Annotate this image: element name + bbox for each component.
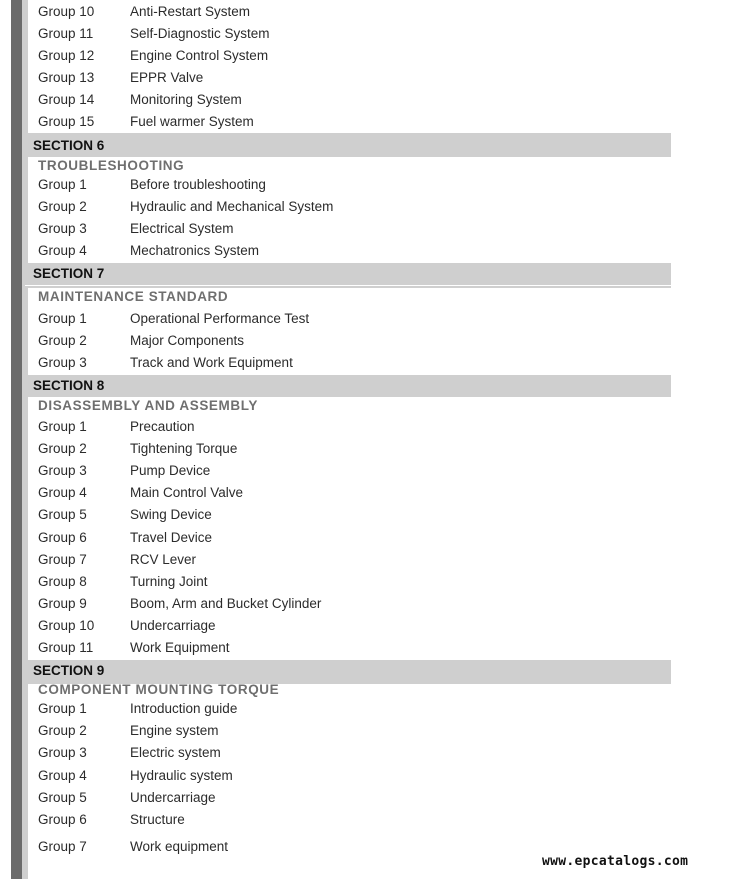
group-number: Group 11 (38, 640, 94, 655)
group-title: Before troubleshooting (130, 177, 266, 192)
group-number: Group 1 (38, 701, 87, 716)
group-title: Mechatronics System (130, 243, 260, 258)
group-title: Monitoring System (130, 92, 242, 107)
group-number: Group 7 (38, 552, 87, 567)
group-title: Hydraulic and Mechanical System (130, 199, 334, 214)
group-title: Electrical System (130, 221, 234, 236)
group-number: Group 4 (38, 485, 87, 500)
group-number: Group 10 (38, 618, 95, 633)
group-number: Group 11 (38, 26, 94, 41)
group-title: Tightening Torque (130, 441, 238, 456)
group-number: Group 1 (38, 419, 87, 434)
group-number: Group 10 (38, 4, 95, 19)
inner-rule (25, 157, 28, 263)
group-number: Group 4 (38, 768, 87, 783)
section-label: SECTION 6 (33, 138, 105, 153)
group-number: Group 9 (38, 596, 87, 611)
section-label: SECTION 7 (33, 266, 105, 281)
group-title: Electric system (130, 745, 221, 760)
group-number: Group 1 (38, 177, 87, 192)
group-number: Group 12 (38, 48, 95, 63)
group-title: Work Equipment (130, 640, 230, 655)
group-number: Group 3 (38, 463, 87, 478)
group-number: Group 3 (38, 221, 87, 236)
group-title: Main Control Valve (130, 485, 244, 500)
section-header (25, 375, 671, 397)
group-title: Introduction guide (130, 701, 238, 716)
watermark-url: www.epcatalogs.com (542, 854, 689, 869)
group-title: Swing Device (130, 507, 212, 522)
group-title: Fuel warmer System (130, 114, 254, 129)
group-number: Group 2 (38, 723, 87, 738)
group-title: Work equipment (130, 839, 229, 854)
group-title: Structure (130, 812, 185, 827)
inner-rule (25, 684, 28, 879)
section-title: MAINTENANCE STANDARD (38, 289, 229, 304)
inner-rule (25, 288, 28, 375)
group-number: Group 2 (38, 333, 87, 348)
section-header (25, 135, 671, 157)
group-title: Travel Device (130, 530, 213, 545)
group-number: Group 3 (38, 355, 87, 370)
group-number: Group 6 (38, 530, 87, 545)
group-title: EPPR Valve (130, 70, 204, 85)
group-number: Group 2 (38, 441, 87, 456)
group-title: Pump Device (130, 463, 211, 478)
group-number: Group 7 (38, 839, 87, 854)
section-label: SECTION 9 (33, 663, 105, 678)
group-title: Precaution (130, 419, 195, 434)
group-number: Group 5 (38, 507, 87, 522)
inner-rule (25, 397, 28, 660)
section-header (25, 660, 671, 682)
group-number: Group 14 (38, 92, 95, 107)
group-title: Boom, Arm and Bucket Cylinder (130, 596, 322, 611)
group-number: Group 8 (38, 574, 87, 589)
group-title: Undercarriage (130, 790, 216, 805)
group-title: Major Components (130, 333, 245, 348)
group-title: Self-Diagnostic System (130, 26, 270, 41)
inner-rule (25, 0, 28, 133)
section-title: DISASSEMBLY AND ASSEMBLY (38, 398, 258, 413)
group-number: Group 6 (38, 812, 87, 827)
section-title: TROUBLESHOOTING (38, 158, 185, 173)
group-title: Track and Work Equipment (130, 355, 293, 370)
group-number: Group 15 (38, 114, 95, 129)
group-number: Group 3 (38, 745, 87, 760)
group-title: Operational Performance Test (130, 311, 310, 326)
left-margin-bar (11, 0, 22, 879)
group-number: Group 2 (38, 199, 87, 214)
section-label: SECTION 8 (33, 378, 105, 393)
group-title: Engine Control System (130, 48, 269, 63)
group-title: Turning Joint (130, 574, 208, 589)
group-number: Group 4 (38, 243, 87, 258)
group-number: Group 13 (38, 70, 95, 85)
group-title: Engine system (130, 723, 219, 738)
group-number: Group 1 (38, 311, 87, 326)
group-title: Anti-Restart System (130, 4, 251, 19)
group-title: RCV Lever (130, 552, 197, 567)
group-title: Undercarriage (130, 618, 216, 633)
group-title: Hydraulic system (130, 768, 233, 783)
group-number: Group 5 (38, 790, 87, 805)
section-title: COMPONENT MOUNTING TORQUE (38, 682, 280, 697)
section-header (25, 263, 671, 285)
